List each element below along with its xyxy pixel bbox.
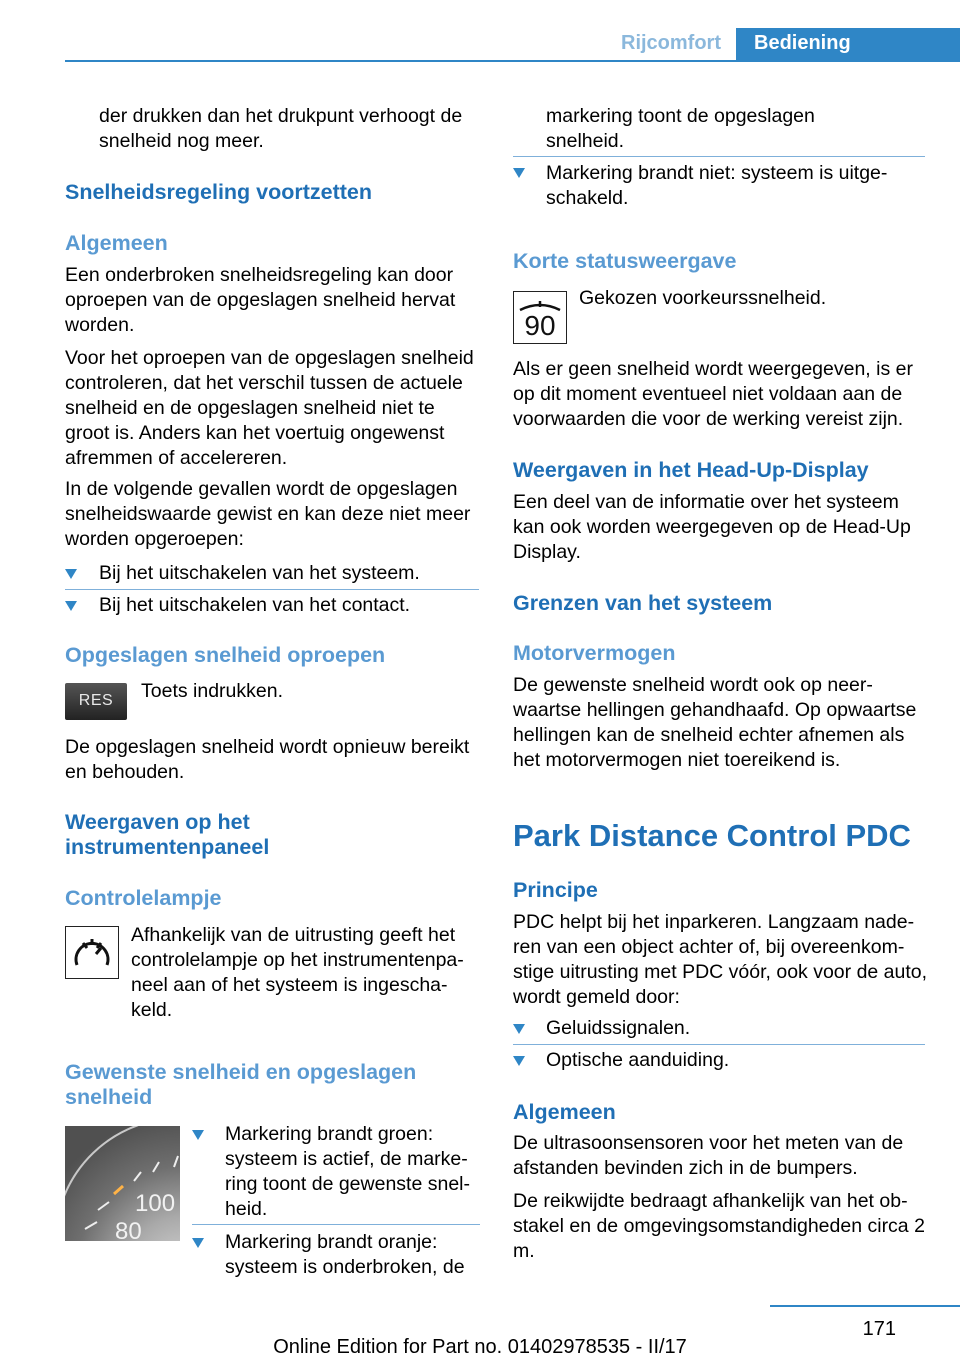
header-section-tab: Rijcomfort [621,32,721,54]
bullet-triangle-icon [513,168,525,178]
paragraph-algemeen-3: In de volgende gevallen wordt de opgeslagen snelheidswaarde gewist en kan deze niet meer worden opgeroepen: [65,478,471,550]
res-button-label: RES [78,692,114,709]
paragraph-algemeen-2: Voor het oproepen van de opgeslagen snelheid controleren, dat het verschil tussen de actuele snelheid en de opgeslagen snelheid niet te groot is. Anders kan het voertuig ongewenst afremmen of accelereren. [65,347,474,469]
heading-snelheidsregeling: Snelheidsregeling voortzetten [65,180,373,204]
heading-controlelampje: Controlelampje [65,886,222,910]
heading-grenzen: Grenzen van het systeem [513,591,773,615]
footer-edition: Online Edition for Part no. 01402978535 - II/17 [273,1336,687,1358]
speedometer-gauge-image [65,1126,180,1241]
bullet-triangle-icon [192,1238,204,1248]
paragraph-toets: Toets indrukken. [141,680,283,702]
list-item: Markering brandt niet: systeem is uitgeschakeld. [546,162,888,209]
bullet-triangle-icon [513,1024,525,1034]
gauge-label-80: 80 [115,1218,142,1241]
heading-weergaven-instrumentenpaneel: Weergaven op het instrumentenpaneel [65,810,270,859]
paragraph-gekozen: Gekozen voorkeurssnelheid. [579,287,827,309]
list-item: Optische aanduiding. [546,1049,730,1071]
paragraph-hud: Een deel van de informatie over het systeem kan ook worden weergegeven op de Head-Up Display. [513,491,911,563]
heading-head-up-display: Weergaven in het Head-Up-Display [513,458,869,482]
heading-principe: Principe [513,878,598,902]
list-item: Markering brandt groen: systeem is actief, de markering toont de gewenste snelheid. [225,1123,470,1220]
bullet-triangle-icon [65,569,77,579]
bullet-triangle-icon [513,1056,525,1066]
list-divider [513,1044,925,1045]
heading-algemeen-right: Algemeen [513,1100,616,1124]
paragraph-controle: Afhankelijk van de uitrusting geeft het controlelampje op het instrumentenpaneel aan of het systeem is ingeschakeld. [131,924,464,1021]
paragraph-geen-snelheid: Als er geen snelheid wordt weergegeven, is er op dit moment eventueel niet voldaan aan de voorwaarden die voor de werking vereist zijn. [513,358,913,430]
list-item: Bij het uitschakelen van het contact. [99,594,411,616]
paragraph-bereikt: De opgeslagen snelheid wordt opnieuw bereikt en behouden. [65,736,470,783]
paragraph-algemeen-1: Een onderbroken snelheidsregeling kan door oproepen van de opgeslagen snelheid hervat worden. [65,264,456,336]
paragraph-algemeen-right-1: De ultrasoonsensoren voor het meten van de afstanden bevinden zich in de bumpers. [513,1132,904,1179]
speed-limit-status-icon [513,291,567,344]
header-chapter-tab: Bediening [736,28,960,62]
heading-opgeslagen-snelheid: Opgeslagen snelheid oproepen [65,643,386,667]
heading-park-distance-control: Park Distance Control PDC [513,818,911,853]
bullet-triangle-icon [65,601,77,611]
res-button-icon [65,683,127,720]
paragraph-motorvermogen: De gewenste snelheid wordt ook op neerwaartse hellingen gehandhaafd. Op opwaartse hellingen kan de snelheid echter afnemen als het motorvermogen niet toereikend is. [513,674,917,771]
footer-rule [770,1305,960,1307]
left-continuation-text: der drukken dan het drukpunt verhoogt de snelheid nog meer. [99,105,463,152]
paragraph-principe: PDC helpt bij het inparkeren. Langzaam naderen van een object achter of, bij overeenkomstige uitrusting met PDC vóór, ook voor de auto, wordt gemeld door: [513,911,928,1008]
list-item: Bij het uitschakelen van het systeem. [99,562,420,584]
bullet-triangle-icon [192,1130,204,1140]
speedometer-warning-icon [65,926,119,979]
list-divider [192,1224,480,1225]
right-continuation-text: markering toont de opgeslagen snelheid. [546,105,815,152]
heading-gewenste-snelheid: Gewenste snelheid en opgeslagen snelheid [65,1060,417,1109]
heading-algemeen-left: Algemeen [65,231,168,255]
paragraph-algemeen-right-2: De reikwijdte bedraagt afhankelijk van het obstakel en de omgevingsomstandigheden circa 2 m. [513,1190,925,1262]
list-item: Geluidssignalen. [546,1017,691,1039]
heading-korte-statusweergave: Korte statusweergave [513,249,737,273]
list-divider [513,156,925,157]
list-divider [65,589,479,590]
speed-value: 90 [524,310,556,341]
page-number: 171 [862,1318,896,1340]
list-item: Markering brandt oranje: systeem is onderbroken, de [225,1231,465,1278]
heading-motorvermogen: Motorvermogen [513,641,676,665]
header-rule [65,60,960,62]
gauge-label-100: 100 [135,1190,176,1217]
